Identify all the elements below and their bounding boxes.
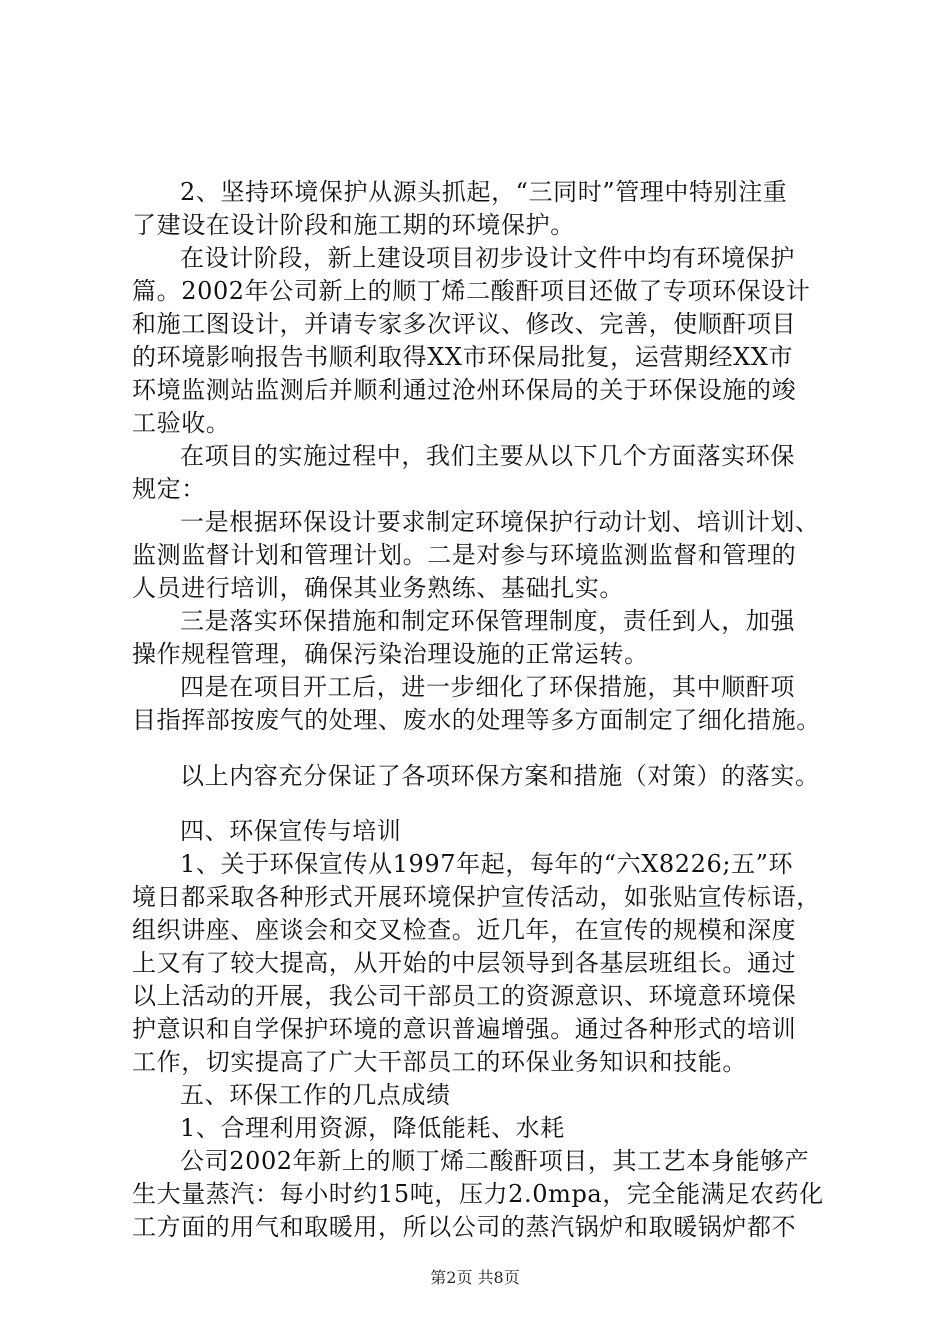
text-line: 上又有了较大提高，从开始的中层领导到各基层班组长。通过 xyxy=(132,949,797,977)
text-line: 工作，切实提高了广大干部员工的环保业务知识和技能。 xyxy=(132,1048,747,1076)
text-line: 工验收。 xyxy=(132,409,231,437)
text-line: 三是落实环保措施和制定环保管理制度，责任到人，加强 xyxy=(180,607,795,635)
text-line: 工方面的用气和取暖用，所以公司的蒸汽锅炉和取暖锅炉都不 xyxy=(132,1213,797,1241)
text-line: 四是在项目开工后，进一步细化了环保措施，其中顺酐项 xyxy=(180,673,795,701)
subsection-heading: 1、合理利用资源，降低能耗、水耗 xyxy=(180,1114,565,1142)
text-line: 组织讲座、座谈会和交叉检查。近几年，在宣传的规模和深度 xyxy=(132,916,797,944)
text-line: 公司2002年新上的顺丁烯二酸酐项目，其工艺本身能够产 xyxy=(180,1147,810,1175)
text-line: 人员进行培训，确保其业务熟练、基础扎实。 xyxy=(132,574,624,602)
text-line: 规定： xyxy=(132,475,206,503)
text-line: 2、坚持环境保护从源头抓起，“三同时”管理中特别注重 xyxy=(180,178,788,206)
text-line: 以上活动的开展，我公司干部员工的资源意识、环境意环境保 xyxy=(132,982,797,1010)
text-line: 目指挥部按废气的处理、废水的处理等多方面制定了细化措施。 xyxy=(132,706,821,734)
section-heading: 四、环保宣传与培训 xyxy=(180,817,402,845)
text-line: 护意识和自学保护环境的意识普遍增强。通过各种形式的培训 xyxy=(132,1015,797,1043)
text-line: 境日都采取各种形式开展环境保护宣传活动，如张贴宣传标语， xyxy=(132,883,821,911)
text-line: 以上内容充分保证了各项环保方案和措施（对策）的落实。 xyxy=(180,762,820,790)
text-line: 了建设在设计阶段和施工期的环境保护。 xyxy=(132,211,575,239)
text-line: 1、关于环保宣传从1997年起，每年的“六X8226;五”环 xyxy=(180,850,794,878)
text-line: 生大量蒸汽：每小时约15吨，压力2.0mpa，完全能满足农药化 xyxy=(132,1180,824,1208)
text-line: 操作规程管理，确保污染治理设施的正常运转。 xyxy=(132,640,649,668)
text-line: 在设计阶段，新上建设项目初步设计文件中均有环境保护 xyxy=(180,244,795,272)
text-line: 在项目的实施过程中，我们主要从以下几个方面落实环保 xyxy=(180,442,795,470)
text-line: 和施工图设计，并请专家多次评议、修改、完善，使顺酐项目 xyxy=(132,310,797,338)
text-line: 监测监督计划和管理计划。二是对参与环境监测监督和管理的 xyxy=(132,541,797,569)
text-line: 的环境影响报告书顺利取得XX市环保局批复，运营期经XX市 xyxy=(132,343,794,371)
page-number-footer: 第2页 共8页 xyxy=(430,1268,520,1287)
text-line: 环境监测站监测后并顺利通过沧州环保局的关于环保设施的竣 xyxy=(132,376,797,404)
section-heading: 五、环保工作的几点成绩 xyxy=(180,1081,451,1109)
text-line: 篇。2002年公司新上的顺丁烯二酸酐项目还做了专项环保设计 xyxy=(132,277,811,305)
text-line: 一是根据环保设计要求制定环境保护行动计划、培训计划、 xyxy=(180,508,820,536)
